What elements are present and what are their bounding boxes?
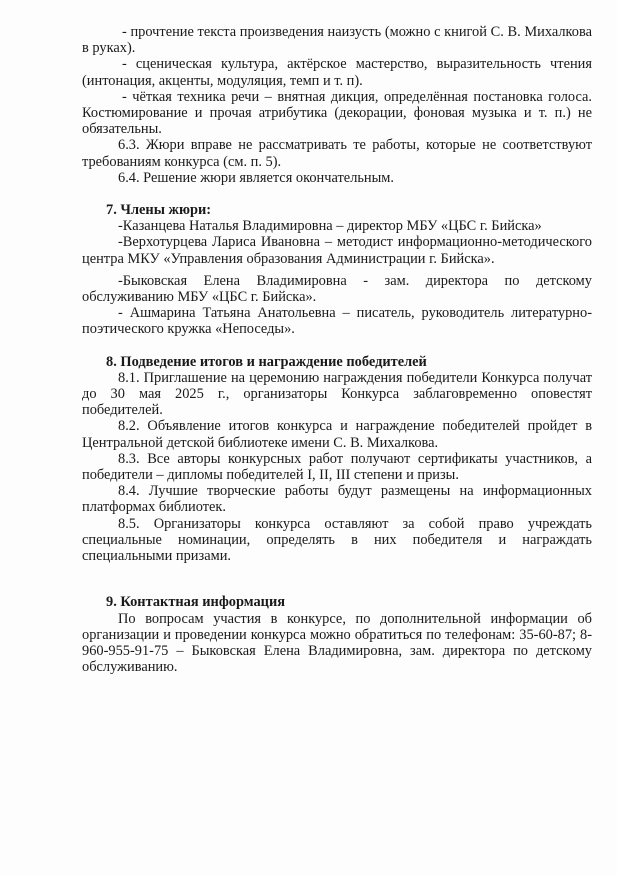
spacer: [82, 338, 592, 354]
paragraph-8-1: 8.1. Приглашение на церемонию награждения победители Конкурса получат до 30 мая 2025 г., организаторы Конкурса заблаговременно оповестят победителей.: [82, 369, 592, 419]
jury-member-1: -Казанцева Наталья Владимировна – директор МБУ «ЦБС г. Бийска»: [118, 218, 542, 235]
criteria-item-2: - сценическая культура, актёрское мастерство, выразительность чтения (интонация, акценты, модуляция, темп и т. п).: [82, 56, 592, 89]
paragraph-8-4: 8.4. Лучшие творческие работы будут размещены на информационных платформах библиотек.: [82, 483, 592, 516]
criteria-item-1: - прочтение текста произведения наизусть (можно с книгой С. В. Михалкова в руках).: [82, 24, 592, 57]
criteria-item-3: - чёткая техника речи – внятная дикция, определённая постановка голоса. Костюмирование и прочая атрибутика (декорации, фоновая музыка и т. п.) не обязательны.: [82, 88, 592, 138]
jury-member-3: -Быковская Елена Владимировна - зам. директора по детскому обслуживанию МБУ «ЦБС г. Бийска».: [82, 272, 592, 306]
section-9-title: 9. Контактная информация: [106, 594, 286, 611]
paragraph-6-4: 6.4. Решение жюри является окончательным.: [118, 169, 395, 186]
jury-member-4: - Ашмарина Татьяна Анатольевна – писатель, руководитель литературно-поэтического кружка «Непоседы».: [82, 305, 592, 338]
paragraph-8-2: 8.2. Объявление итогов конкурса и награждение победителей пройдет в Центральной детской библиотеке имени С. В. Михалкова.: [82, 418, 592, 451]
contact-info-text: По вопросам участия в конкурсе, по дополнительной информации об организации и проведении конкурса можно обратиться по телефонам: 35-60-87; 8-960-955-91-75 – Быковская Елена Владимировна, зам. директора по детскому обслуживанию.: [82, 610, 592, 676]
spacer: [82, 564, 592, 594]
paragraph-8-5: 8.5. Организаторы конкурса оставляют за собой право учреждать специальные номинации, определять в них победителя и награждать специальными призами.: [82, 515, 592, 565]
section-7-title: 7. Члены жюри:: [106, 202, 212, 219]
paragraph-8-3: 8.3. Все авторы конкурсных работ получают сертификаты участников, а победители – дипломы победителей I, II, III степени и призы.: [82, 450, 592, 484]
paragraph-6-3: 6.3. Жюри вправе не рассматривать те работы, которые не соответствуют требованиям конкурса (см. п. 5).: [82, 137, 592, 170]
spacer: [82, 186, 592, 202]
document-body: [82, 24, 592, 675]
jury-member-2: -Верхотурцева Лариса Ивановна – методист информационно-методического центра МКУ «Управления образования Администрации г. Бийска».: [82, 234, 592, 267]
section-8-title: 8. Подведение итогов и награждение победителей: [106, 353, 427, 370]
